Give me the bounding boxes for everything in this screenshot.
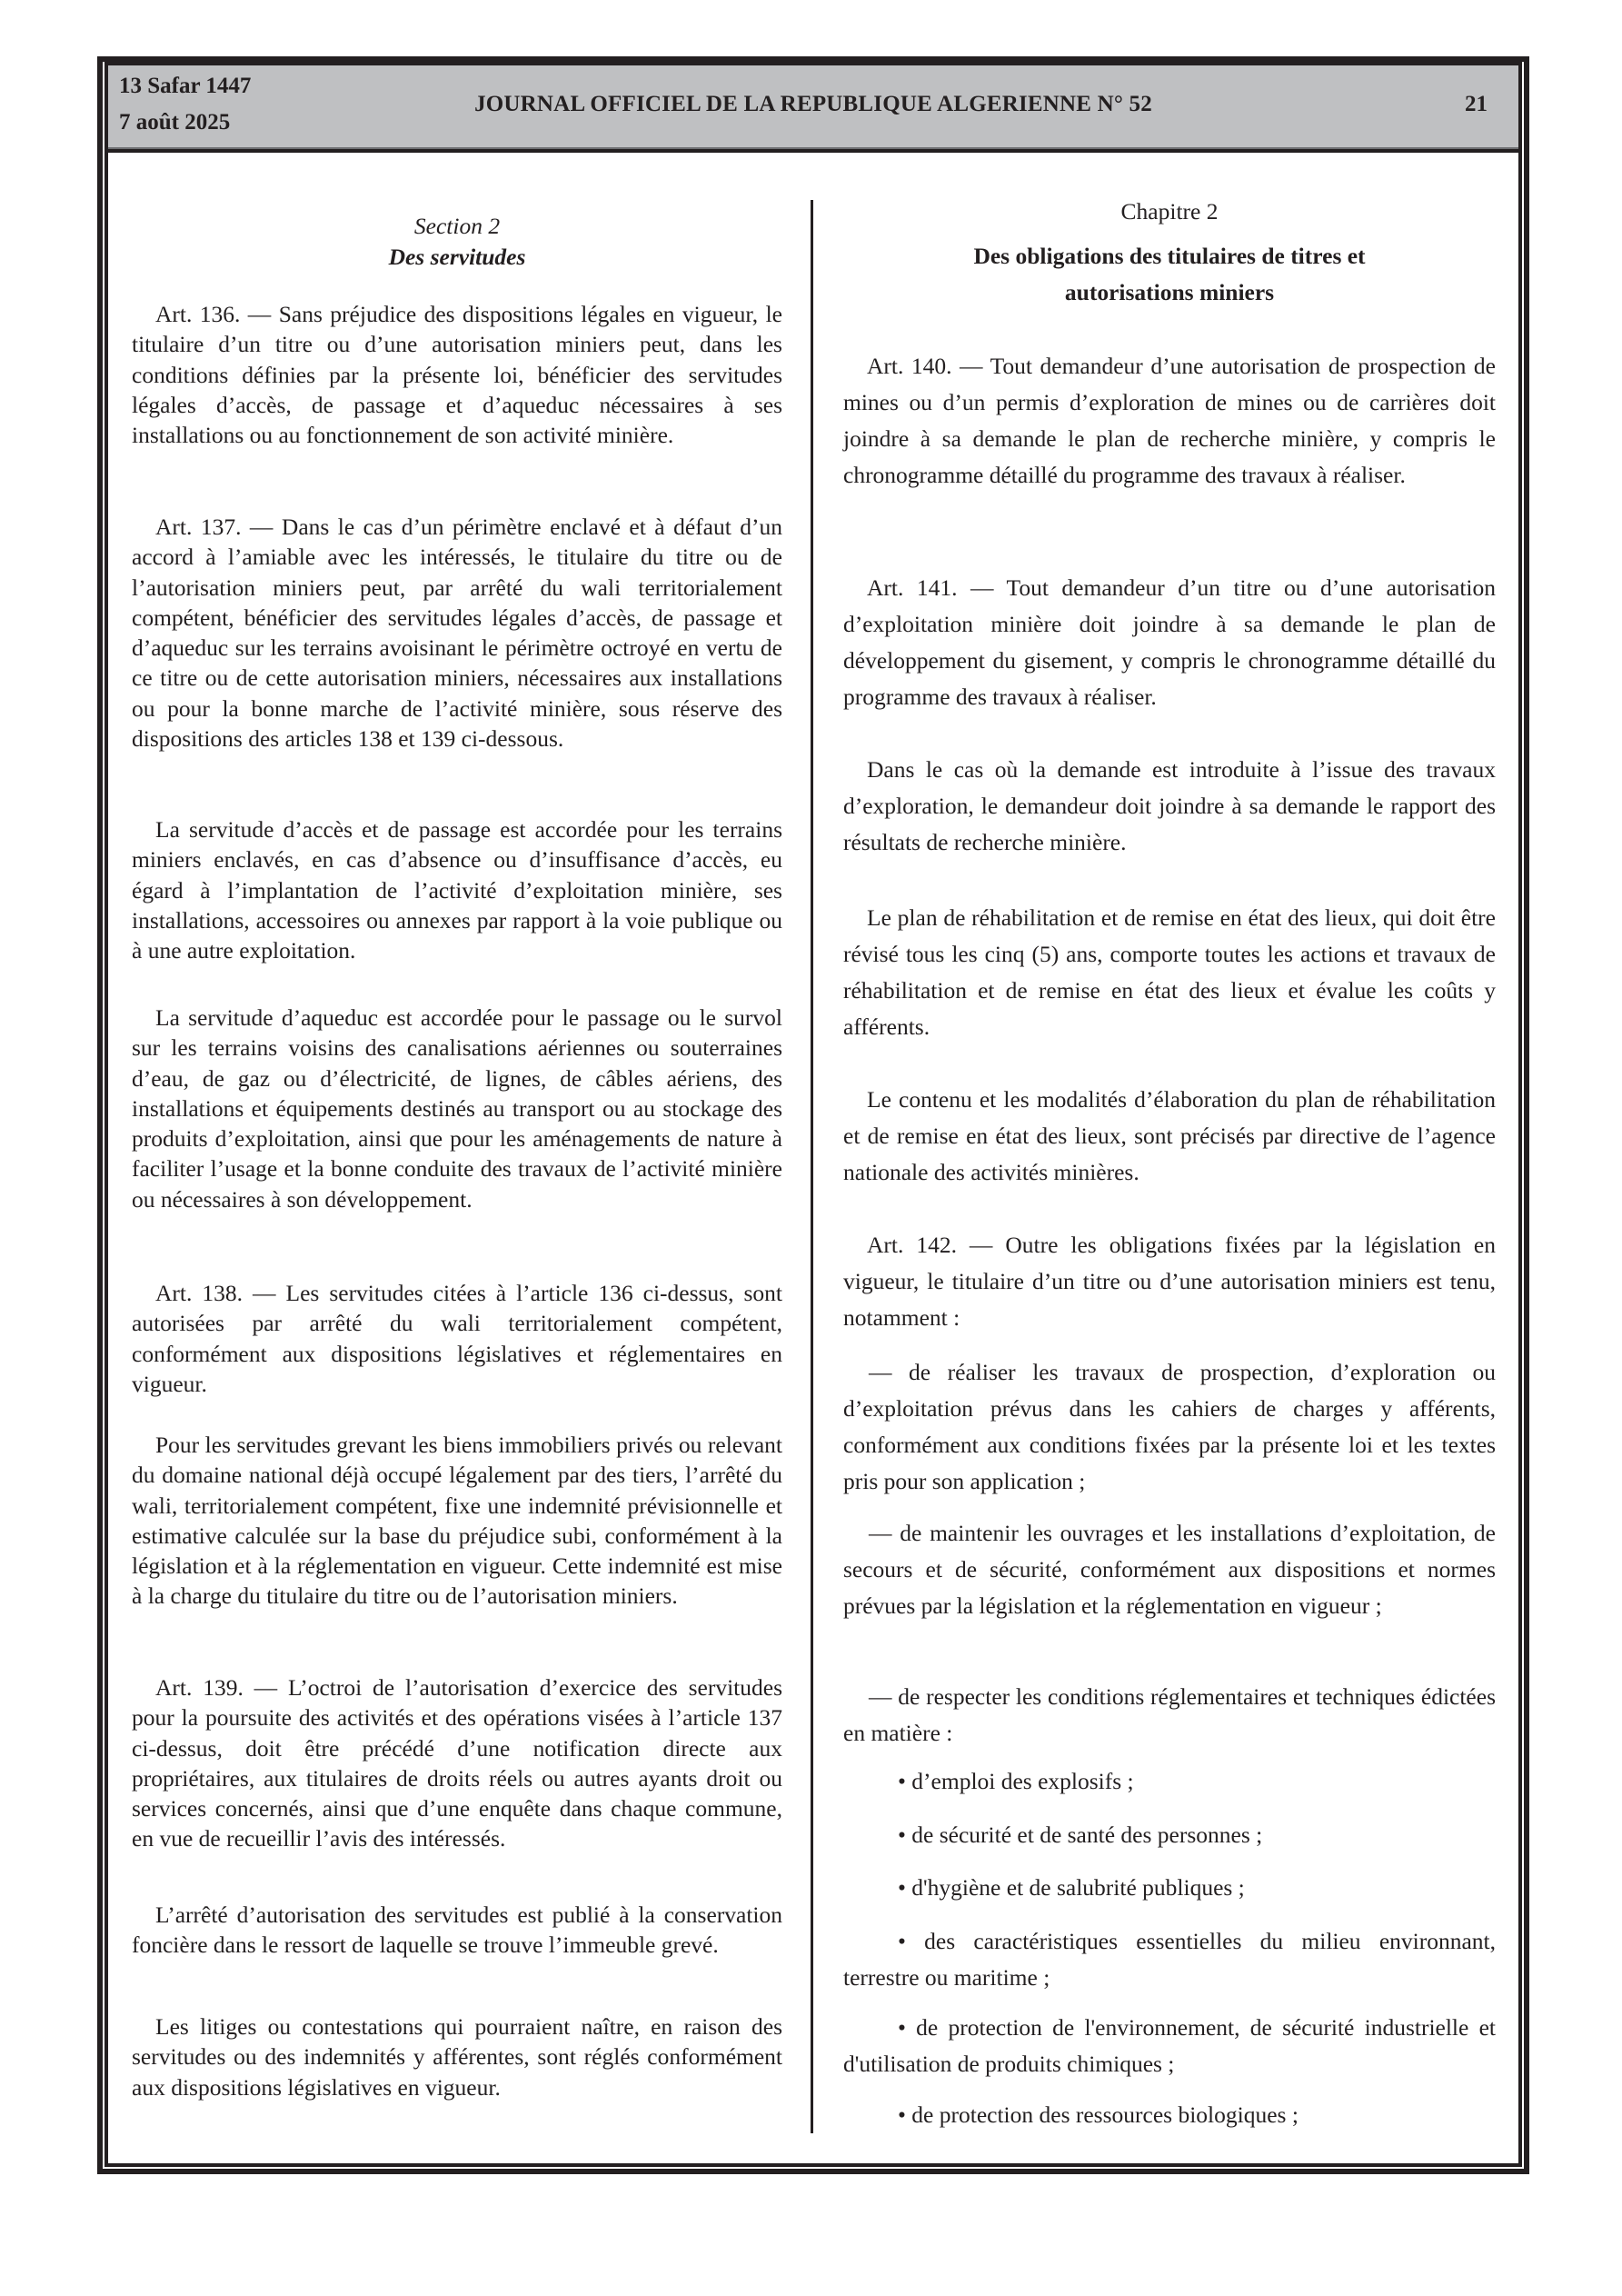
article-139-paragraph-2: L’arrêté d’autorisation des servitudes est publié à la conservation foncière dans le ressort de laquelle se trouve l’immeuble grevé. [132,1902,782,1959]
bullet-item: • de protection de l'environnement, de sécurité industrielle et d'utilisation de produits chimiques ; [843,2014,1496,2077]
header-rule [108,147,1518,149]
obligation-item: — de réaliser les travaux de prospection, d’exploration ou d’exploitation prévus dans les cahiers de charges y afférents, conformément aux conditions fixées par la présente loi et les textes pris pour son application ; [843,1359,1496,1494]
article-138: Art. 138. — Les servitudes citées à l’article 136 ci-dessus, sont autorisées par arrêté du wali territorialement compétent, conformément aux dispositions législatives et réglementaires en vigueur. [132,1280,782,1397]
obligation-item: — de maintenir les ouvrages et les installations d’exploitation, de secours et de sécurité, conformément aux dispositions et normes prévues par la législation et la réglementation en vigueur ; [843,1520,1496,1619]
article-142: Art. 142. — Outre les obligations fixées par la législation en vigueur, le titulaire d’un titre ou d’une autorisation miniers est tenu, notamment : [843,1232,1496,1331]
article-137: Art. 137. — Dans le cas d’un périmètre enclavé et à défaut d’un accord à l’amiable avec les intéressés, le titulaire du titre ou de l’autorisation miniers peut, par arrêté du wali territorialement compétent, bénéficier des servitudes légales d’accès, de passage et d’aqueduc sur les terrains avoisinant le périmètre octroyé en vertu de ce titre ou de cette autorisation miniers, nécessaires aux installations ou pour la bonne marche de l’activité minière, sous réserve des dispositions des articles 138 et 139 ci-dessous. [132,514,782,753]
article-137-paragraph-3: La servitude d’aqueduc est accordée pour le passage ou le survol sur les terrains voisins des canalisations aériennes ou souterraines d’eau, de gaz ou d’électricité, de lignes, de câbles aériens, des installations et équipements destinés au transport ou au stockage des produits d’exploitation, ainsi que pour les aménagements de nature à faciliter l’usage et la bonne conduite des travaux de l’activité minière ou nécessaires à son développement. [132,1004,782,1213]
article-141: Art. 141. — Tout demandeur d’un titre ou d’une autorisation d’exploitation minière doit joindre à sa demande le plan de développement du gisement, y compris le chronogramme détaillé du programme des travaux à réaliser. [843,574,1496,710]
journal-title: JOURNAL OFFICIEL DE LA REPUBLIQUE ALGERIENNE N° 52 [474,92,1152,116]
article-136: Art. 136. — Sans préjudice des dispositions légales en vigueur, le titulaire d’un titre ou d’une autorisation miniers peut, dans les conditions définies par la présente loi, bénéficier des servitudes légales d’accès, de passage et d’aqueduc nécessaires à ses installations ou au fonctionnement de son activité minière. [132,301,782,449]
bullet-item: • d'hygiène et de salubrité publiques ; [898,1874,1245,1901]
journal-header [108,65,1518,153]
article-139-paragraph-3: Les litiges ou contestations qui pourraient naître, en raison des servitudes ou des indemnités y afférentes, sont réglés conformément aux dispositions législatives en vigueur. [132,2013,782,2101]
chapter-title-line-1: Des obligations des titulaires de titres et [973,243,1366,269]
article-141-paragraph-4: Le contenu et les modalités d’élaboration du plan de réhabilitation et de remise en état des lieux, sont précisés par directive de l’agence nationale des activités minières. [843,1086,1496,1185]
article-137-paragraph-2: La servitude d’accès et de passage est accordée pour les terrains miniers enclavés, en cas d’absence ou d’insuffisance d’accès, eu égard à l’implantation de l’activité d’exploitation minière, ses installations, accessoires ou annexes par rapport à la voie publique ou à une autre exploitation. [132,816,782,964]
article-138-paragraph-2: Pour les servitudes grevant les biens immobiliers privés ou relevant du domaine national déjà occupé légalement par des tiers, l’arrêté du wali, territorialement compétent, fixe une indemnité prévisionnelle et estimative calculée sur la base du préjudice subi, conformément à la législation et à la réglementation en vigueur. Cette indemnité est mise à la charge du titulaire du titre ou de l’autorisation miniers. [132,1432,782,1610]
article-140: Art. 140. — Tout demandeur d’une autorisation de prospection de mines ou d’un permis d’exploration de mines ou de carrières doit joindre à sa demande le plan de recherche minière, y compris le chronogramme détaillé du programme des travaux à réaliser. [843,353,1496,488]
section-title: Des servitudes [388,244,526,270]
bullet-item: • des caractéristiques essentielles du milieu environnant, terrestre ou maritime ; [843,1928,1496,1991]
bullet-item: • de sécurité et de santé des personnes ; [898,1822,1263,1848]
chapter-label: Chapitre 2 [1120,198,1219,225]
header-date-hijri: 13 Safar 1447 [119,74,252,98]
article-139: Art. 139. — L’octroi de l’autorisation d’exercice des servitudes pour la poursuite des activités et des opérations visées à l’article 137 ci-dessus, doit être précédé d’une notification directe aux propriétaires, aux titulaires de droits réels ou autres ayants droit ou services concernés, ainsi que d’une enquête dans chaque commune, en vue de recueillir l’avis des intéressés. [132,1674,782,1852]
chapter-title-line-2: autorisations miniers [1064,279,1275,305]
page-number: 21 [1465,92,1488,116]
column-divider [811,200,813,2133]
obligation-item: — de respecter les conditions réglementaires et techniques édictées en matière : [843,1683,1496,1746]
bullet-item: • de protection des ressources biologiques ; [898,2101,1299,2128]
article-141-paragraph-3: Le plan de réhabilitation et de remise en état des lieux, qui doit être révisé tous les cinq (5) ans, comporte toutes les actions et travaux de réhabilitation et de remise en état des lieux et évalue les coûts y afférents. [843,904,1496,1040]
section-label: Section 2 [413,213,501,239]
article-141-paragraph-2: Dans le cas où la demande est introduite à l’issue des travaux d’exploration, le demandeur doit joindre à sa demande le rapport des résultats de recherche minière. [843,756,1496,855]
bullet-item: • d’emploi des explosifs ; [898,1768,1134,1794]
header-date-gregorian: 7 août 2025 [119,110,231,135]
